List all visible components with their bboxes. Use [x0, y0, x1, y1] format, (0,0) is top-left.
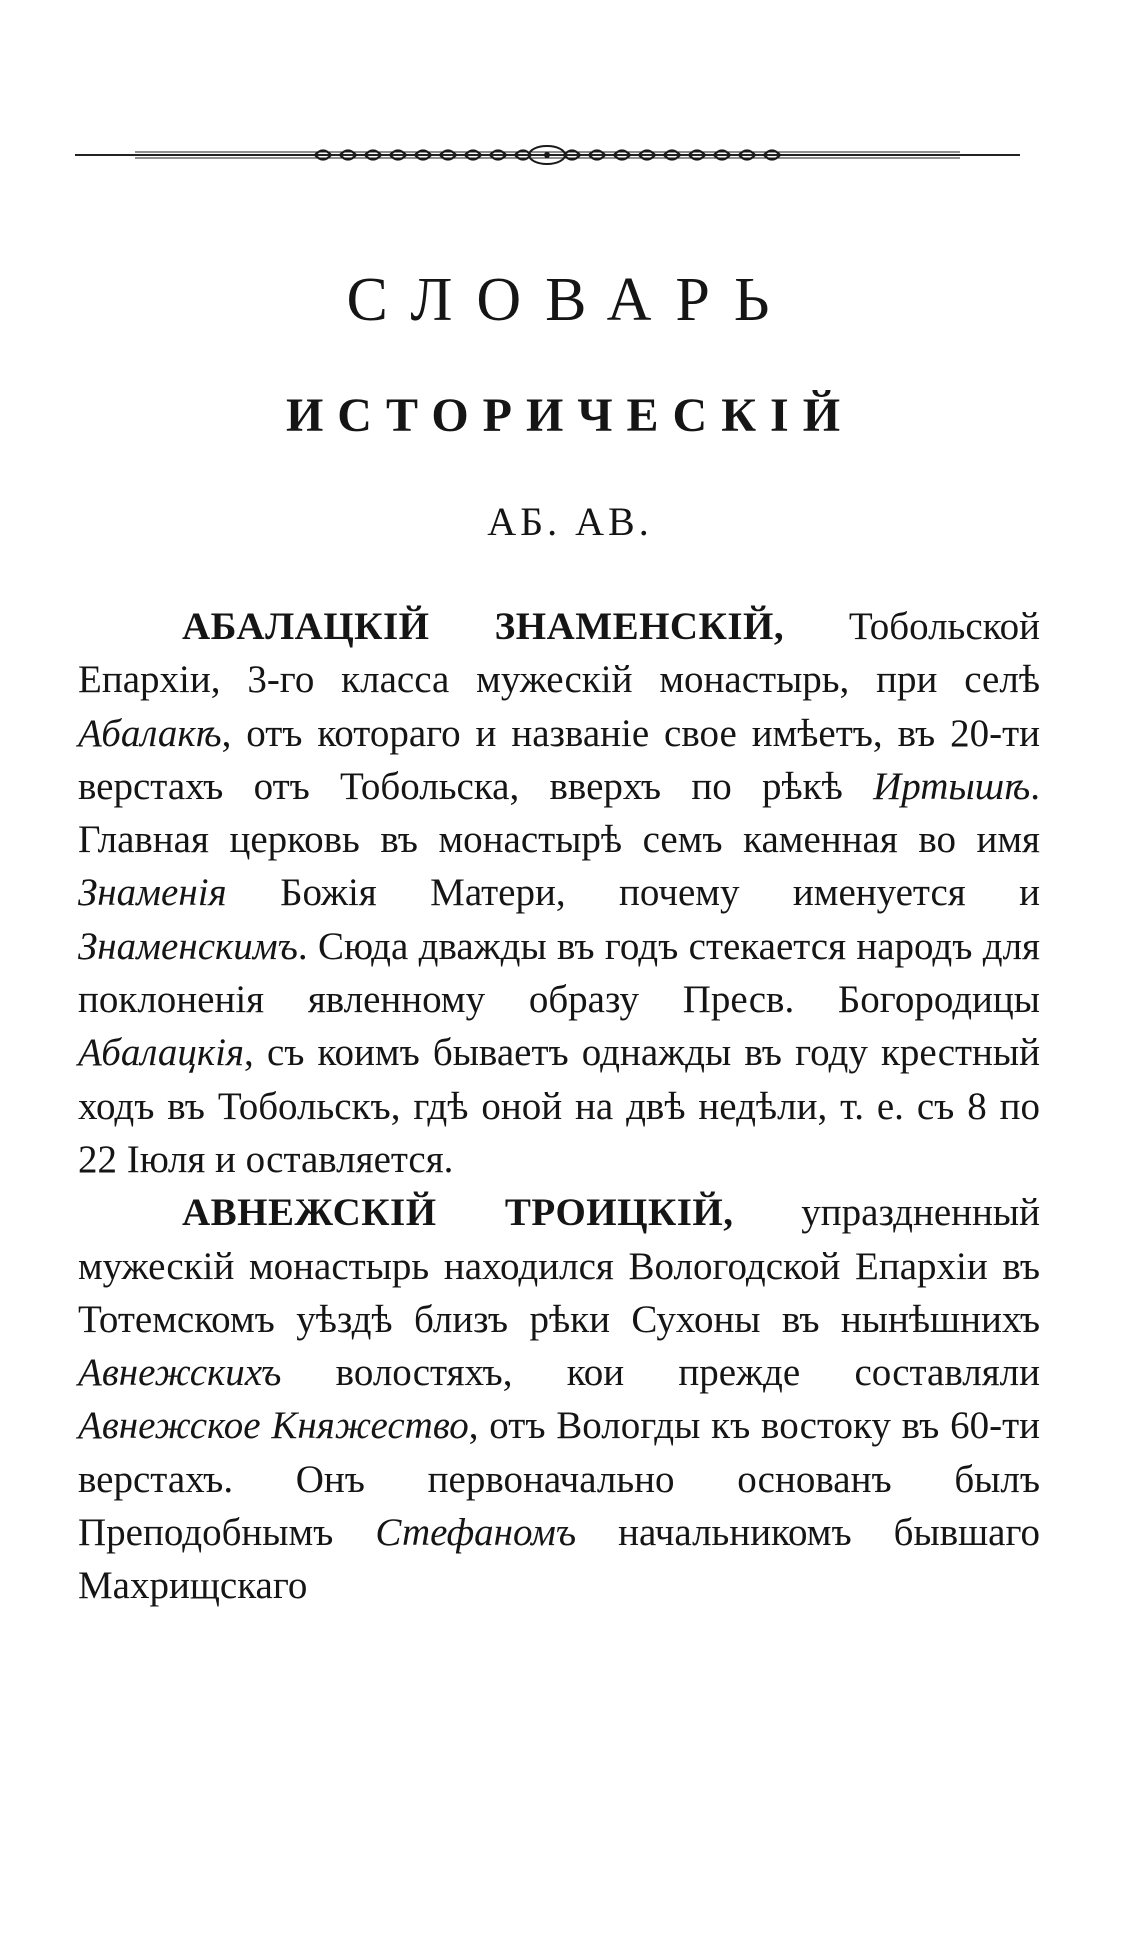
entry-text: . Главная церковь въ монастырѣ семъ каменная во имя — [78, 764, 1040, 862]
entry-text-italic: Стефаномъ — [375, 1511, 577, 1555]
entry-text-italic: Знаменскимъ — [78, 924, 298, 968]
entry-text-italic: Авнежскихъ — [78, 1351, 282, 1395]
entry-text-italic: Авнежское Княжество — [78, 1404, 469, 1448]
entry-text-italic: Иртышѣ — [873, 764, 1031, 808]
running-head: АБ. АВ. — [487, 499, 653, 544]
entry-text: упраздненный мужескій монастырь находился Вологодской Епархіи въ Тотемскомъ уѣздѣ близъ рѣки Сухоны въ нынѣшнихъ — [78, 1191, 1040, 1341]
page-title: СЛОВАРЬ — [346, 266, 794, 334]
ornamental-rule — [75, 140, 1020, 170]
entry-text: , отъ Вологды къ востоку въ 60-ти верстахъ. Онъ первоначально основанъ былъ Преподобнымъ — [78, 1404, 1040, 1555]
entry-text: , съ коимъ бываетъ однажды въ году крестный ходъ въ Тобольскъ, гдѣ оной на двѣ недѣли, т. е. съ 8 по 22 Іюля и оставляется. — [78, 1031, 1040, 1181]
entry-headword: АБАЛАЦКІЙ ЗНАМЕНСКІЙ, — [182, 605, 785, 648]
entry-text-italic: Знаменія — [78, 871, 227, 915]
entry-text: волостяхъ, кои прежде составляли — [281, 1351, 1040, 1395]
page-subtitle: ИСТОРИЧЕСКІЙ — [285, 389, 855, 442]
dictionary-entry — [78, 1186, 1040, 1612]
entry-text: Божія Матери, почему именуется и — [226, 871, 1040, 915]
entry-text: , отъ котораго и названіе свое имѣетъ, въ 20-ти верстахъ отъ Тобольска, вверхъ по рѣкѣ — [78, 711, 1040, 808]
dictionary-text — [78, 600, 1040, 1613]
entry-text: начальникомъ бывшаго Махрищскаго — [78, 1511, 1040, 1608]
entry-text-italic: Абалакѣ — [78, 711, 222, 755]
entry-text: Тобольской Епархіи, 3-го класса мужескій монастырь, при селѣ — [78, 605, 1040, 702]
entry-text: . Сюда дважды въ годъ стекается народъ для поклоненія явленному образу Пресв. Богородицы — [78, 924, 1040, 1022]
dictionary-entry — [78, 600, 1040, 1186]
entry-headword: АВНЕЖСКІЙ ТРОИЦКІЙ, — [182, 1191, 734, 1235]
entry-text-italic: Абалацкія — [78, 1031, 245, 1075]
